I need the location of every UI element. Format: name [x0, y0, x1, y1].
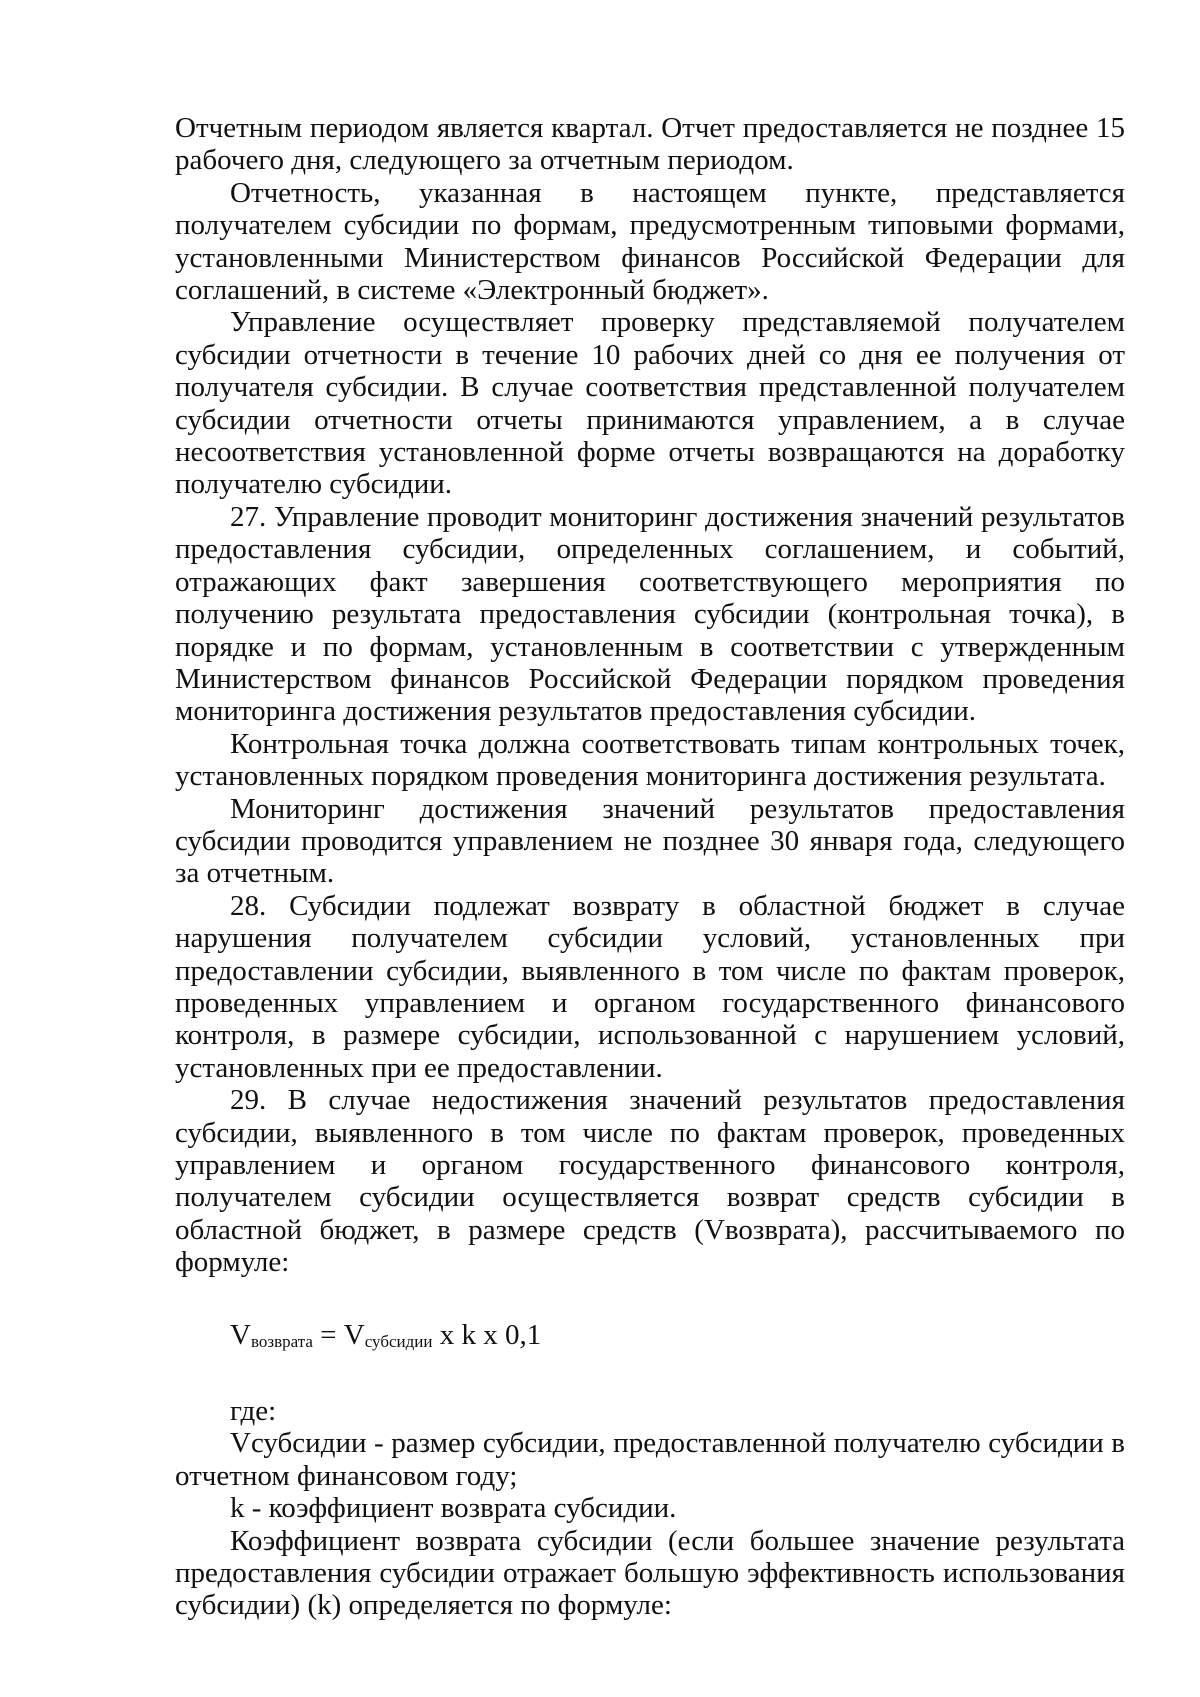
paragraph-coefficient: Коэффициент возврата субсидии (если большее значение результата предоставления субсидии отражает большую эффективность использования субсидии) (k) определяется по формуле:	[175, 1524, 1125, 1622]
return-formula	[230, 1319, 1125, 1355]
paragraph-report-period: Отчетным периодом является квартал. Отчет предоставляется не позднее 15 рабочего дня, следующего за отчетным периодом.	[175, 112, 1125, 177]
definition-k: k - коэффициент возврата субсидии.	[230, 1492, 677, 1525]
formula-equals: = V	[312, 1318, 365, 1351]
document-page	[175, 112, 1125, 1622]
formula-rest: x k x 0,1	[432, 1318, 542, 1351]
where-label: где:	[230, 1395, 277, 1428]
paragraph-control-point: Контрольная точка должна соответствовать типам контрольных точек, установленных порядком проведения мониторинга достижения результата.	[175, 727, 1125, 793]
formula-sub-return: возврата	[250, 1331, 313, 1351]
paragraph-item-29: 29. В случае недостижения значений результатов предоставления субсидии, выявленного в том числе по фактам проверок, проведенных управлением и органом государственного финансового контроля, получателем субсидии осуществляется возврат средств субсидии в областной бюджет, в размере средств (Vвозврата), рассчитываемого по формуле:	[175, 1084, 1125, 1279]
paragraph-report-check: Управление осуществляет проверку представляемой получателем субсидии отчетности в течение 10 рабочих дней со дня ее получения от получателя субсидии. В случае соответствия представленной получателем субсидии отчетности отчеты принимаются управлением, а в случае несоответствия установленной форме отчеты возвращаются на доработку получателю субсидии.	[175, 306, 1125, 501]
paragraph-item-27: 27. Управление проводит мониторинг достижения значений результатов предоставления субсидии, определенных соглашением, и событий, отражающих факт завершения соответствующего мероприятия по получению результата предоставления субсидии (контрольная точка), в порядке и по формам, установленным в соответствии с утвержденным Министерством финансов Российской Федерации порядком проведения мониторинга достижения результатов предоставления субсидии.	[175, 500, 1125, 728]
paragraph-reporting-forms: Отчетность, указанная в настоящем пункте, представляется получателем субсидии по формам, предусмотренным типовыми формами, установленными Министерством финансов Российской Федерации для соглашений, в системе «Электронный бюджет».	[175, 176, 1125, 307]
definition-v-subsidy: Vсубсидии - размер субсидии, предоставленной получателю субсидии в отчетном финансовом году;	[175, 1427, 1125, 1492]
formula-v: V	[230, 1318, 251, 1351]
paragraph-monitoring-deadline: Мониторинг достижения значений результатов предоставления субсидии проводится управлением не позднее 30 января года, следующего за отчетным.	[175, 792, 1125, 890]
formula-sub-subsidy: субсидии	[364, 1331, 433, 1351]
paragraph-item-28: 28. Субсидии подлежат возврату в областной бюджет в случае нарушения получателем субсидии условий, установленных при предоставлении субсидии, выявленного в том числе по фактам проверок, проведенных управлением и органом государственного финансового контроля, в размере субсидии, использованной с нарушением условий, установленных при ее предоставлении.	[175, 889, 1125, 1084]
